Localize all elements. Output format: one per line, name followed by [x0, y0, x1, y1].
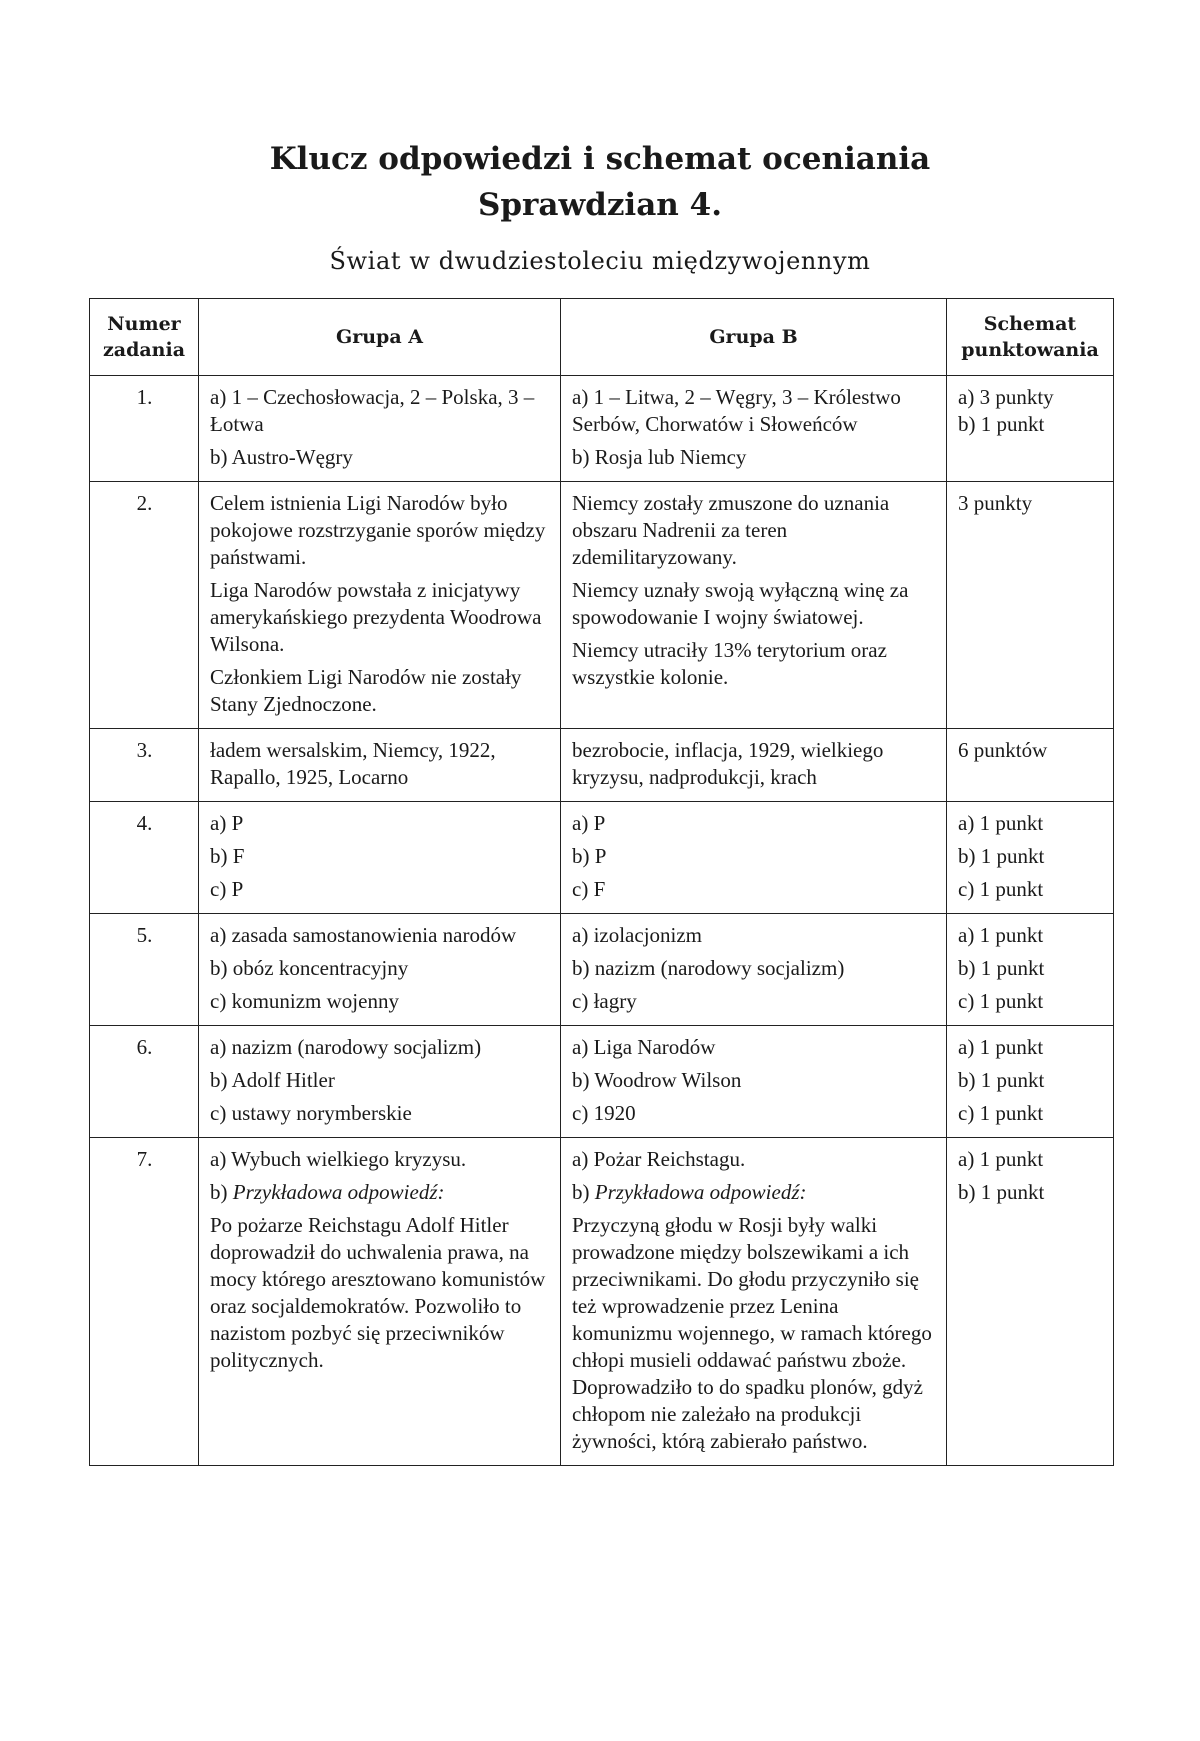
answer-line: a) 1 – Litwa, 2 – Węgry, 3 – Królestwo Serbów, Chorwatów i Słoweńców	[572, 385, 901, 436]
group-b-answer	[561, 914, 947, 1026]
table-row	[90, 729, 1114, 802]
group-b-answer	[561, 729, 947, 802]
group-a-answer	[199, 376, 561, 482]
points-cell	[947, 802, 1114, 914]
answer-line: a) nazizm (narodowy socjalizm)	[210, 1035, 482, 1059]
table-row	[90, 376, 1114, 482]
answer-line: a) Pożar Reichstagu.	[572, 1147, 746, 1171]
header-group-b: Grupa B	[561, 299, 947, 376]
answer-line: Liga Narodów powstała z inicjatywy amerykańskiego prezydenta Woodrowa Wilsona.	[210, 578, 542, 656]
answer-line: Przyczyną głodu w Rosji były walki prowadzone między bolszewikami a ich przeciwnikami. Do głodu przyczyniło się też wprowadzenie przez Lenina komunizmu wojennego, w ramach którego chłopi musieli oddawać państwu zboże. Doprowadziło to do spadku plonów, gdyż chłopom nie zależało na produkcji żywności, którą zabierało państwo.	[572, 1213, 932, 1453]
group-a-answer	[199, 729, 561, 802]
answer-line: c) łagry	[572, 989, 637, 1013]
answer-line: c) ustawy norymberskie	[210, 1101, 412, 1125]
answer-key-table	[89, 298, 1114, 1466]
points-line: a) 3 punkty	[958, 385, 1054, 409]
answer-line	[210, 1179, 550, 1206]
task-number: 2.	[90, 482, 199, 729]
answer-line: a) 1 – Czechosłowacja, 2 – Polska, 3 – Łotwa	[210, 385, 535, 436]
answer-line: b) Woodrow Wilson	[572, 1068, 742, 1092]
answer-line: a) P	[210, 811, 244, 835]
points-line: b) 1 punkt	[958, 1180, 1045, 1204]
answer-line: ładem wersalskim, Niemcy, 1922, Rapallo, 1925, Locarno	[210, 738, 496, 789]
points-line: 6 punktów	[958, 738, 1048, 762]
answer-line: b) Rosja lub Niemcy	[572, 445, 747, 469]
answer-line: a) P	[572, 811, 606, 835]
points-cell	[947, 482, 1114, 729]
answer-line: c) 1920	[572, 1101, 636, 1125]
table-row	[90, 802, 1114, 914]
points-cell	[947, 729, 1114, 802]
answer-line: b) Adolf Hitler	[210, 1068, 335, 1092]
table-row	[90, 914, 1114, 1026]
task-number: 7.	[90, 1138, 199, 1466]
answer-line: Niemcy utraciły 13% terytorium oraz wszystkie kolonie.	[572, 638, 887, 689]
task-number: 6.	[90, 1026, 199, 1138]
answer-line: a) Liga Narodów	[572, 1035, 716, 1059]
points-cell	[947, 914, 1114, 1026]
answer-prefix: b)	[210, 1180, 233, 1204]
task-number: 1.	[90, 376, 199, 482]
points-line: a) 1 punkt	[958, 811, 1044, 835]
points-line: 3 punkty	[958, 491, 1033, 515]
points-line: a) 1 punkt	[958, 923, 1044, 947]
answer-line: Celem istnienia Ligi Narodów było pokojowe rozstrzyganie sporów między państwami.	[210, 491, 546, 569]
group-b-answer	[561, 376, 947, 482]
answer-line: b) Austro-Węgry	[210, 445, 353, 469]
page-subtitle: Świat w dwudziestoleciu międzywojennym	[329, 247, 871, 275]
page-title: Klucz odpowiedzi i schemat oceniania	[269, 141, 931, 177]
answer-line: c) F	[572, 877, 606, 901]
header-group-a: Grupa A	[199, 299, 561, 376]
group-a-answer	[199, 1026, 561, 1138]
group-b-answer	[561, 802, 947, 914]
answer-line: Niemcy uznały swoją wyłączną winę za spowodowanie I wojny światowej.	[572, 578, 909, 629]
points-line: a) 1 punkt	[958, 1147, 1044, 1171]
table-row	[90, 1026, 1114, 1138]
group-a-answer	[199, 802, 561, 914]
answer-line: a) zasada samostanowienia narodów	[210, 923, 517, 947]
points-line: b) 1 punkt	[958, 844, 1045, 868]
points-cell	[947, 1138, 1114, 1466]
answer-prefix: b)	[572, 1180, 595, 1204]
table-row	[90, 482, 1114, 729]
example-answer-label: Przykładowa odpowiedź:	[232, 1180, 445, 1204]
header-scoring: Schemat punktowania	[947, 299, 1114, 376]
points-cell	[947, 1026, 1114, 1138]
task-number: 3.	[90, 729, 199, 802]
group-a-answer	[199, 914, 561, 1026]
points-line: c) 1 punkt	[958, 877, 1044, 901]
header-row	[90, 299, 1114, 376]
answer-line: b) P	[572, 844, 607, 868]
answer-line: b) nazizm (narodowy socjalizm)	[572, 956, 845, 980]
task-number: 4.	[90, 802, 199, 914]
group-a-answer	[199, 482, 561, 729]
group-b-answer	[561, 482, 947, 729]
example-answer-label: Przykładowa odpowiedź:	[594, 1180, 807, 1204]
points-line: c) 1 punkt	[958, 1101, 1044, 1125]
points-line: b) 1 punkt	[958, 1068, 1045, 1092]
group-b-answer	[561, 1026, 947, 1138]
answer-line: Po pożarze Reichstagu Adolf Hitler doprowadził do uchwalenia prawa, na mocy którego aresztowano komunistów oraz socjaldemokratów. Pozwoliło to nazistom pozbyć się przeciwników politycznych.	[210, 1213, 546, 1372]
group-b-answer	[561, 1138, 947, 1466]
table-row	[90, 1138, 1114, 1466]
answer-line: b) F	[210, 844, 245, 868]
points-line: a) 1 punkt	[958, 1035, 1044, 1059]
answer-line: c) P	[210, 877, 244, 901]
points-line: c) 1 punkt	[958, 989, 1044, 1013]
answer-line: bezrobocie, inflacja, 1929, wielkiego kryzysu, nadprodukcji, krach	[572, 738, 884, 789]
task-number: 5.	[90, 914, 199, 1026]
answer-line: a) Wybuch wielkiego kryzysu.	[210, 1147, 467, 1171]
points-line: b) 1 punkt	[958, 412, 1045, 436]
answer-line: b) obóz koncentracyjny	[210, 956, 409, 980]
answer-line: a) izolacjonizm	[572, 923, 703, 947]
answer-line: c) komunizm wojenny	[210, 989, 399, 1013]
group-a-answer	[199, 1138, 561, 1466]
header-task-number: Numer zadania	[90, 299, 199, 376]
answer-line: Członkiem Ligi Narodów nie zostały Stany Zjednoczone.	[210, 665, 522, 716]
answer-line	[572, 1179, 936, 1206]
answer-line: Niemcy zostały zmuszone do uznania obszaru Nadrenii za teren zdemilitaryzowany.	[572, 491, 890, 569]
points-line: b) 1 punkt	[958, 956, 1045, 980]
points-cell	[947, 376, 1114, 482]
test-title: Sprawdzian 4.	[477, 187, 722, 223]
